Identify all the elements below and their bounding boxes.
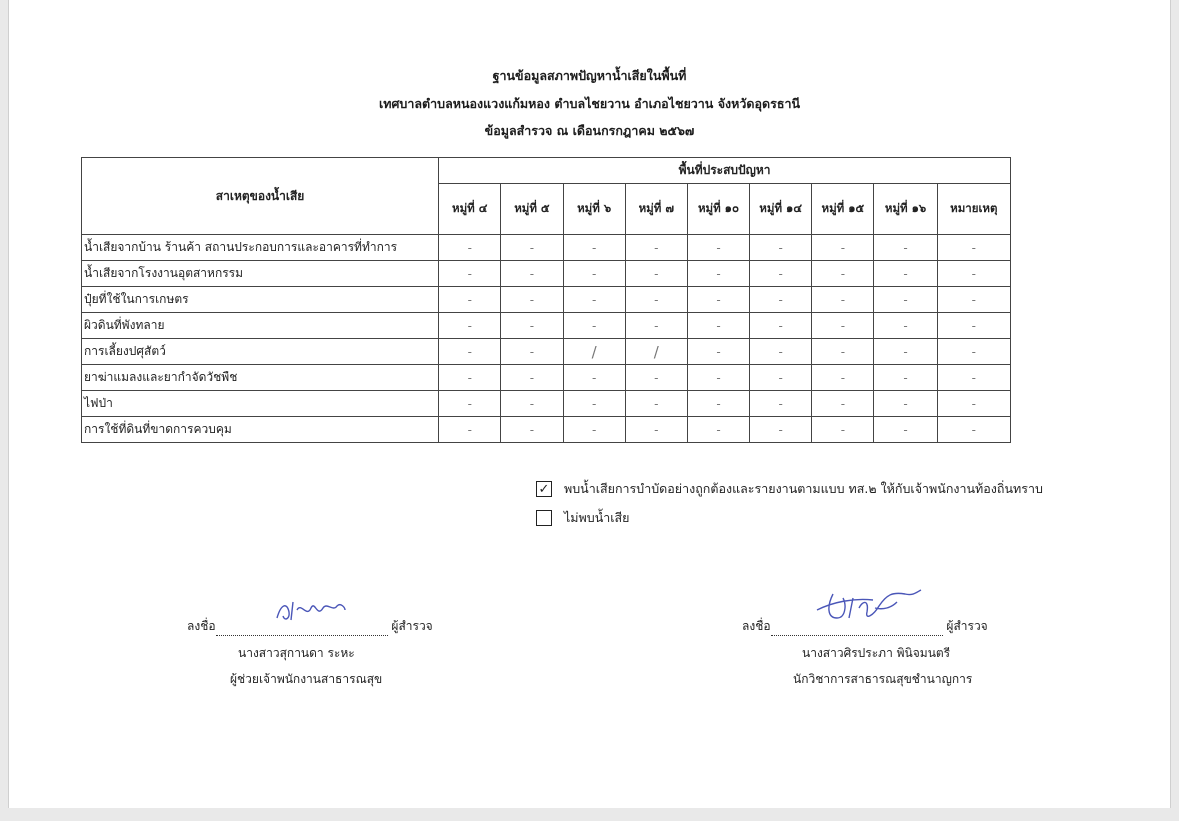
table-cell: - [439, 417, 501, 443]
table-cell: - [439, 261, 501, 287]
table-cell: - [750, 391, 812, 417]
document-page [8, 0, 1171, 808]
table-cell: - [501, 391, 563, 417]
table-cell: - [687, 339, 749, 365]
left-signer-position: ผู้ช่วยเจ้าพนักงานสาธารณสุข [230, 672, 383, 686]
table-cell: - [937, 235, 1010, 261]
table-cell: - [501, 365, 563, 391]
table-cell: - [750, 261, 812, 287]
table-cell: - [874, 365, 937, 391]
table-cell: - [750, 339, 812, 365]
row-label: การเลี้ยงปศุสัตว์ [82, 339, 439, 365]
cause-header: สาเหตุของน้ำเสีย [82, 158, 439, 235]
table-cell: - [937, 261, 1010, 287]
table-row [82, 261, 1011, 287]
column-header: หมู่ที่ ๑๔ [750, 184, 812, 235]
row-label: ยาฆ่าแมลงและยากำจัดวัชพืช [82, 365, 439, 391]
table-cell: - [563, 417, 625, 443]
table-row [82, 235, 1011, 261]
table-cell: - [687, 313, 749, 339]
column-header: หมู่ที่ ๔ [439, 184, 501, 235]
right-signer-position: นักวิชาการสาธารณสุขชำนาญการ [793, 672, 973, 686]
table-cell: - [937, 391, 1010, 417]
wastewater-table [81, 157, 1011, 443]
table-cell: - [563, 391, 625, 417]
table-cell: - [687, 287, 749, 313]
table-cell: - [625, 391, 687, 417]
column-header: หมู่ที่ ๕ [501, 184, 563, 235]
table-cell: - [439, 313, 501, 339]
table-cell: - [812, 417, 874, 443]
table-cell: - [439, 365, 501, 391]
table-cell: - [501, 417, 563, 443]
table-cell: - [874, 391, 937, 417]
document-subtitle: เทศบาลตำบลหนองแวงแก้มหอง ตำบลไชยวาน อำเภอไชยวาน จังหวัดอุดรธานี [378, 96, 801, 111]
right-signer-name: นางสาวศิรประภา พินิจมนตรี [802, 646, 951, 660]
column-header: หมู่ที่ ๑๕ [812, 184, 874, 235]
table-cell: / [625, 339, 687, 365]
table-cell: - [501, 313, 563, 339]
column-header: หมู่ที่ ๖ [563, 184, 625, 235]
table-cell: - [812, 391, 874, 417]
table-cell: - [625, 261, 687, 287]
left-signer-name: นางสาวสุกานดา ระหะ [238, 646, 355, 660]
right-signature-line: ลงชื่อ ผู้สำรวจ [742, 617, 988, 636]
column-header: หมายเหตุ [937, 184, 1010, 235]
column-header: หมู่ที่ ๑๐ [687, 184, 749, 235]
table-cell: / [563, 339, 625, 365]
table-cell: - [439, 287, 501, 313]
table-cell: - [812, 365, 874, 391]
row-label: ผิวดินที่พังทลาย [82, 313, 439, 339]
column-header: หมู่ที่ ๗ [625, 184, 687, 235]
table-cell: - [687, 235, 749, 261]
table-row [82, 391, 1011, 417]
table-cell: - [625, 417, 687, 443]
table-row [82, 313, 1011, 339]
table-cell: - [563, 261, 625, 287]
table-cell: - [501, 261, 563, 287]
table-cell: - [563, 313, 625, 339]
checkbox-checked-icon[interactable]: ✓ [536, 481, 552, 497]
table-cell: - [625, 313, 687, 339]
table-cell: - [812, 261, 874, 287]
table-cell: - [687, 417, 749, 443]
row-label: น้ำเสียจากบ้าน ร้านค้า สถานประกอบการและอาคารที่ทำการ [82, 235, 439, 261]
table-cell: - [750, 417, 812, 443]
table-row [82, 287, 1011, 313]
table-cell: - [750, 313, 812, 339]
checkbox-label: พบน้ำเสียการบำบัดอย่างถูกต้องและรายงานตามแบบ ทส.๒ ให้กับเจ้าพนักงานท้องถิ่นทราบ [564, 481, 1043, 496]
table-cell: - [874, 417, 937, 443]
table-cell: - [812, 313, 874, 339]
table-cell: - [625, 365, 687, 391]
table-row [82, 417, 1011, 443]
table-cell: - [937, 287, 1010, 313]
table-cell: - [439, 339, 501, 365]
table-row [82, 365, 1011, 391]
table-cell: - [937, 339, 1010, 365]
row-label: น้ำเสียจากโรงงานอุตสาหกรรม [82, 261, 439, 287]
right-handwritten-signature [813, 588, 923, 628]
checkbox-empty-icon[interactable] [536, 510, 552, 526]
table-cell: - [501, 287, 563, 313]
table-cell: - [812, 235, 874, 261]
table-cell: - [563, 287, 625, 313]
checkbox-label: ไม่พบน้ำเสีย [564, 510, 630, 525]
table-cell: - [874, 313, 937, 339]
table-cell: - [625, 287, 687, 313]
table-cell: - [874, 287, 937, 313]
row-label: การใช้ที่ดินที่ขาดการควบคุม [82, 417, 439, 443]
table-cell: - [874, 339, 937, 365]
table-cell: - [625, 235, 687, 261]
checkbox-found-wastewater[interactable] [536, 479, 1043, 499]
table-cell: - [563, 365, 625, 391]
row-label: ปุ๋ยที่ใช้ในการเกษตร [82, 287, 439, 313]
column-header: หมู่ที่ ๑๖ [874, 184, 937, 235]
table-cell: - [750, 235, 812, 261]
table-cell: - [687, 391, 749, 417]
checkbox-no-wastewater[interactable] [536, 508, 630, 528]
table-cell: - [937, 365, 1010, 391]
table-cell: - [812, 287, 874, 313]
table-cell: - [563, 235, 625, 261]
row-label: ไฟป่า [82, 391, 439, 417]
table-cell: - [750, 365, 812, 391]
table-cell: - [874, 261, 937, 287]
table-cell: - [937, 313, 1010, 339]
document-title: ฐานข้อมูลสภาพปัญหาน้ำเสียในพื้นที่ [492, 68, 687, 83]
left-handwritten-signature [271, 596, 351, 626]
table-cell: - [750, 287, 812, 313]
table-cell: - [874, 235, 937, 261]
table-cell: - [687, 261, 749, 287]
survey-date: ข้อมูลสำรวจ ณ เดือนกรกฎาคม ๒๕๖๗ [484, 123, 695, 138]
table-cell: - [501, 339, 563, 365]
area-header: พื้นที่ประสบปัญหา [439, 158, 1011, 184]
table-cell: - [501, 235, 563, 261]
table-cell: - [937, 417, 1010, 443]
table-cell: - [439, 235, 501, 261]
table-cell: - [687, 365, 749, 391]
left-signature-line: ลงชื่อ ผู้สำรวจ [187, 617, 433, 636]
table-row [82, 339, 1011, 365]
table-cell: - [439, 391, 501, 417]
table-cell: - [812, 339, 874, 365]
